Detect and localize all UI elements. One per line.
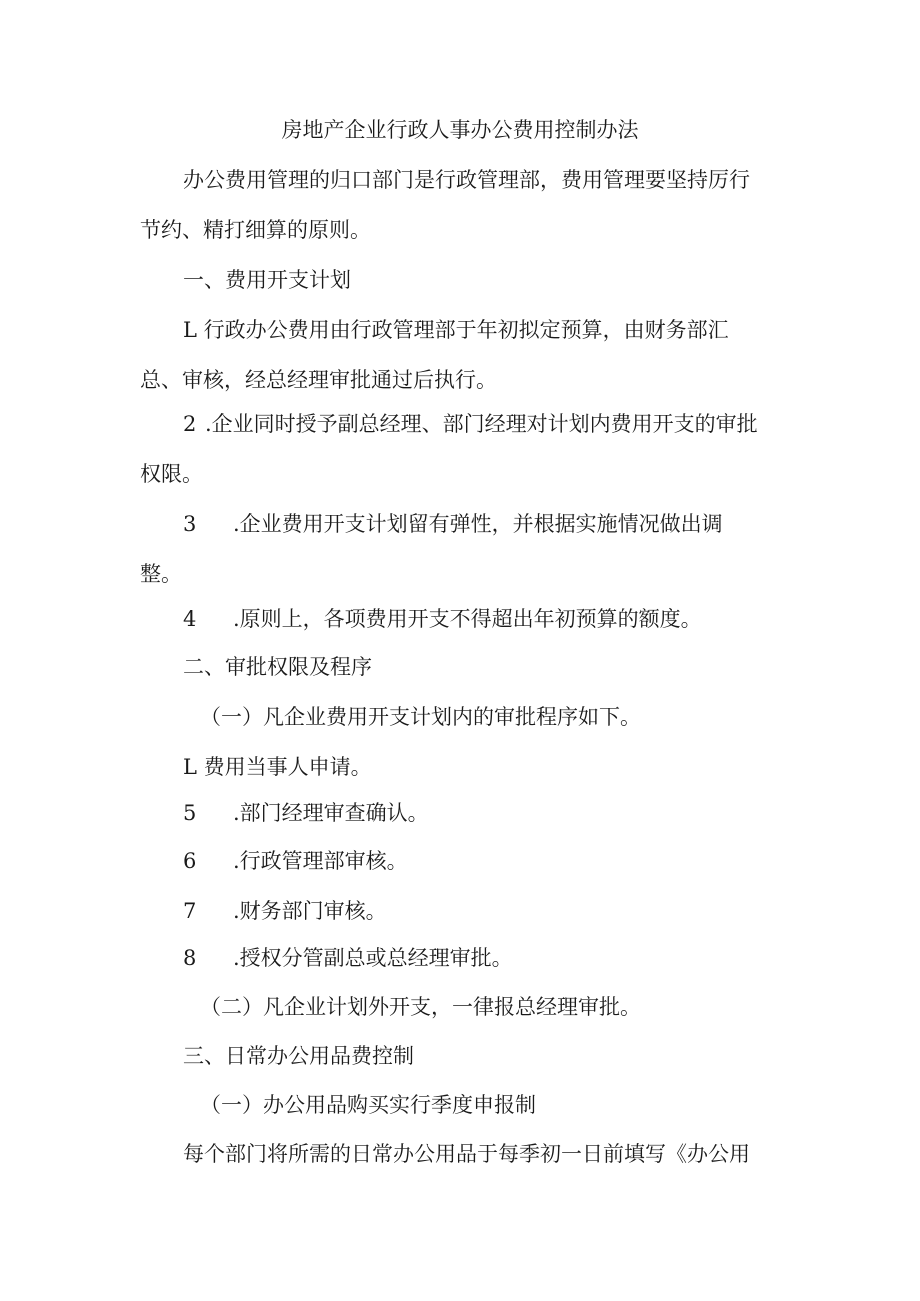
intro-line-1: 办公费用管理的归口部门是行政管理部，费用管理要坚持厉行 xyxy=(183,168,750,192)
item-text: .行政管理部审核。 xyxy=(233,849,408,873)
section-1-heading: 一、费用开支计划 xyxy=(183,268,351,292)
item-text: .企业同时授予副总经理、部门经理对计划内费用开支的审批 xyxy=(205,412,758,436)
section-1-item-3-line-1 xyxy=(183,510,723,538)
section-3-sub-1: （一）办公用品购买实行季度申报制 xyxy=(200,1093,536,1117)
intro-line-2: 节约、精打细算的原则。 xyxy=(140,218,371,242)
section-2-step-5 xyxy=(183,799,429,827)
section-3-heading: 三、日常办公用品费控制 xyxy=(183,1044,414,1068)
item-text: .授权分管副总或总经理审批。 xyxy=(233,946,513,970)
section-1-item-1-line-1: L 行政办公费用由行政管理部于年初拟定预算，由财务部汇 xyxy=(183,318,729,342)
item-number: 2 xyxy=(183,412,197,436)
section-2-step-1: L 费用当事人申请。 xyxy=(183,755,372,779)
item-number: 6 xyxy=(183,849,197,873)
section-3-paragraph-line-1: 每个部门将所需的日常办公用品于每季初一日前填写《办公用 xyxy=(183,1142,750,1166)
item-number: 3 xyxy=(183,512,197,536)
section-1-item-2-line-2: 权限。 xyxy=(140,462,203,486)
section-2-sub-1: （一）凡企业费用开支计划内的审批程序如下。 xyxy=(200,705,641,729)
item-number: 7 xyxy=(183,899,197,923)
section-2-step-8 xyxy=(183,944,513,972)
section-1-item-4 xyxy=(183,605,702,633)
section-1-item-2-line-1 xyxy=(183,410,758,438)
section-2-heading: 二、审批权限及程序 xyxy=(183,655,372,679)
section-1-item-3-line-2: 整。 xyxy=(140,562,182,586)
section-1-item-1-line-2: 总、审核，经总经理审批通过后执行。 xyxy=(140,368,497,392)
item-text: .原则上，各项费用开支不得超出年初预算的额度。 xyxy=(233,607,702,631)
item-text: .部门经理审查确认。 xyxy=(233,801,429,825)
item-number: 4 xyxy=(183,607,197,631)
item-number: 5 xyxy=(183,801,197,825)
section-2-sub-2: （二）凡企业计划外开支，一律报总经理审批。 xyxy=(200,995,641,1019)
section-2-step-6 xyxy=(183,847,408,875)
item-text: .财务部门审核。 xyxy=(233,899,387,923)
document-title: 房地产企业行政人事办公费用控制办法 xyxy=(281,118,639,142)
item-text: .企业费用开支计划留有弹性，并根据实施情况做出调 xyxy=(233,512,723,536)
section-2-step-7 xyxy=(183,897,387,925)
item-number: 8 xyxy=(183,946,197,970)
